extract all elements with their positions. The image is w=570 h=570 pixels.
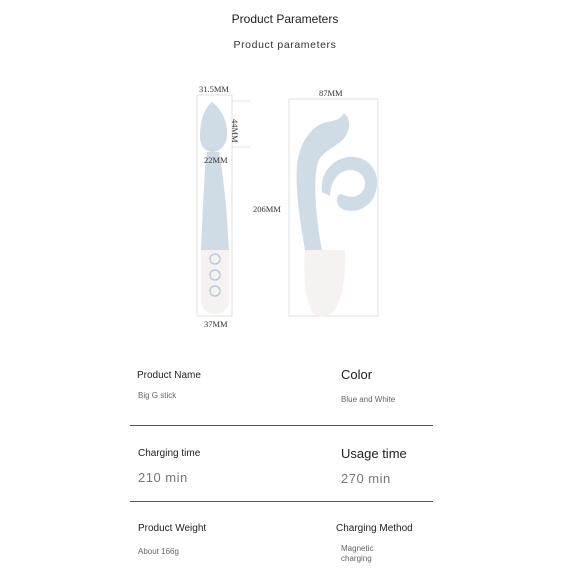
product-name-value: Big G stick <box>138 391 177 400</box>
usage-time-value: 270 min <box>341 471 391 486</box>
charging-time-label: Charging time <box>138 448 201 459</box>
usage-time-label: Usage time <box>341 446 407 461</box>
color-label: Color <box>341 367 373 382</box>
dimension-label: 22MM <box>204 155 228 165</box>
page-subtitle: Product parameters <box>233 39 337 51</box>
product-weight-label: Product Weight <box>138 523 207 534</box>
charging-method-value <box>341 544 373 564</box>
dimension-label: 44MM <box>230 119 240 143</box>
right-product-image <box>297 113 378 316</box>
dimension-label: 87MM <box>319 88 343 98</box>
dimension-label: 31.5MM <box>199 84 229 94</box>
product-weight-value: About 166g <box>138 547 179 556</box>
page-title: Product Parameters <box>231 12 339 26</box>
divider <box>130 425 433 426</box>
divider <box>130 501 433 502</box>
color-value: Blue and White <box>341 395 396 404</box>
charging-method-value-line: charging <box>341 554 372 563</box>
charging-time-value: 210 min <box>138 470 188 485</box>
left-product-image <box>200 102 229 314</box>
charging-method-value-line: Magnetic <box>341 544 374 553</box>
product-name-label: Product Name <box>137 370 201 381</box>
dimension-label: 37MM <box>204 319 228 329</box>
charging-method-label: Charging Method <box>336 523 413 534</box>
dimension-label: 206MM <box>253 204 281 214</box>
